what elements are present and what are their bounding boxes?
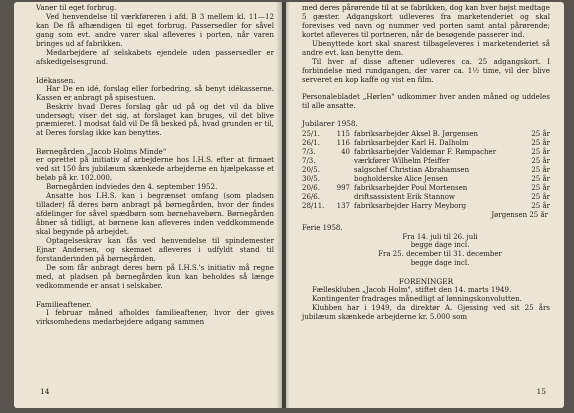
jubilar-years: 25 år <box>531 192 550 201</box>
jubilar-number: 115 <box>336 130 350 139</box>
jubilar-row <box>302 175 550 184</box>
jubilar-name: værkfører Wilhelm Pfeiffer <box>354 157 450 166</box>
jubilar-number <box>328 193 354 202</box>
jubilar-years: 25 år <box>531 175 550 184</box>
jubilar-row <box>302 193 550 202</box>
faelleskluben-paragraph: Fælleskluben „Jacob Holm", stiftet den 14. marts 1949. <box>312 285 512 295</box>
idekassen-paragraph-2: Beskriv hvad Deres forslag går ud på og det vil da blive undersøgt; viser det sig, at forslaget kan bruges, vil det blive præmieret. I modsat fald vil De få besked på, hvad grunden er til, at Deres forslag ikke kan benyttes. <box>36 101 274 138</box>
jubilar-row <box>302 184 550 193</box>
jubilar-years: 25 år <box>531 148 550 157</box>
adgangskort-paragraph: Til hver af disse aftener udleveres ca. 25 adgangskort. I forbindelse med rundgangen, der varer ca. 1½ time, vil der blive serveret en kop kaffe og vist en film. <box>302 56 550 84</box>
jubilar-name: fabriksarbejder Karl H. Dalholm <box>354 139 469 148</box>
jubilar-years: 25 år <box>531 130 550 139</box>
jubilar-years: 25 år <box>531 157 550 166</box>
idekassen-paragraph-1: Har De en idé, forslag eller forbedring, så benyt idékasserne. Kassen er anbragt på spisestuen. <box>36 83 274 102</box>
jubilar-name: salgschef Christian Abrahamsen <box>354 166 470 175</box>
jubilar-extra: Jørgensen 25 år <box>491 210 548 219</box>
jubilar-date: 7/3. <box>302 157 316 166</box>
ferie-period-1-note: begge dage incl. <box>410 241 470 250</box>
jubilar-name: fabriksarbejder Poul Mortensen <box>354 183 468 192</box>
jubilar-number: 116 <box>336 139 350 148</box>
section-familieaftener-heading: Familieaftener. <box>36 299 92 309</box>
section-idekassen-heading: Idékassen. <box>36 75 76 85</box>
section-vaner-heading: Vaner til eget forbrug. <box>36 3 117 12</box>
ferie-period-2: Fra 25. december til 31. december <box>378 250 502 259</box>
klubben-paragraph: Klubben har i 1949, da direktør A. Gjessing ved sit 25 års jubilæum skænkede arbejderne kr. 5.000 som <box>302 303 550 322</box>
jubilar-row <box>302 148 550 157</box>
jubilar-date: 28/11. <box>302 201 325 210</box>
left-page-content <box>36 4 274 327</box>
jubilar-number: 40 <box>341 148 350 157</box>
jubilar-number <box>328 157 354 166</box>
bornegarden-paragraph-1: er oprettet på initiativ af arbejderne hos I.H.S. efter at firmaet ved sit 150 års jubilæum skænkede arbejderne en hjælpekasse et beløb på kr. 102.000. <box>36 155 274 183</box>
jubilar-years: 25 år <box>531 201 550 210</box>
section-jubilarer-heading: Jubilarer 1958. <box>302 119 358 129</box>
passersedler-paragraph: Medarbejdere af selskabets ejendele uden passersedler er afskedigelsesgrund. <box>36 47 274 66</box>
jubilar-date: 20/5. <box>302 166 320 175</box>
jubilar-row <box>302 130 550 139</box>
bornegarden-paragraph-5: De som får anbragt deres børn på I.H.S.'s initiativ må regne med, at pladsen på børnegården kun kan beholdes så længe vedkommende er ansat i selskaber. <box>36 262 274 290</box>
ferie-period-1: Fra 14. juli til 26. juli <box>402 232 478 241</box>
bornegarden-paragraph-3: Ansatte hos I.H.S. kan i begrænset omfang (som pladsen tillader) få deres børn anbragt på børnegården, hvor der findes afdelinger for såvel spædbørn som børnehavebørn. Børnegården åbner så tidligt, at børnene kan afleveres inden veddkommende skal begynde på arbejdet. <box>36 191 274 237</box>
jubilar-date: 25/1. <box>302 130 320 139</box>
familieaftener-paragraph: I februar måned afholdes familieaftener, hvor der gives virksomhedens medarbejdere adgang sammen <box>36 307 274 326</box>
jubilar-name: bogholderske Alice Jensen <box>354 175 448 184</box>
jubilar-years: 25 år <box>531 139 550 148</box>
section-foreninger-heading: FORENINGER <box>398 277 454 287</box>
jubilarer-list <box>302 130 550 210</box>
jubilar-number <box>328 175 354 184</box>
jubilar-date: 20/6. <box>302 183 320 192</box>
kontingent-paragraph: Kontingenter fradrages månedligt af lønningskonvolutten. <box>312 294 522 304</box>
ubenyttede-kort-paragraph: Ubenyttede kort skal snarest tilbageleveres i marketenderiet så andre evt. kan benytte dem. <box>302 38 550 57</box>
page-number-right: 15 <box>536 387 546 396</box>
section-ferie-heading: Ferie 1958. <box>302 223 343 232</box>
jubilar-date: 30/5. <box>302 175 320 184</box>
jubilar-name: fabriksarbejder Aksel B. Jørgensen <box>354 130 479 139</box>
jubilar-extra-row <box>302 211 550 220</box>
jubilar-date: 7/3. <box>302 148 316 157</box>
ferie-period-2-note: begge dage incl. <box>410 259 470 268</box>
jubilar-number: 997 <box>336 183 350 192</box>
book-gutter <box>276 2 290 408</box>
jubilar-years: 25 år <box>531 166 550 175</box>
vaner-paragraph: Ved henvendelse til værkføreren i afd. B 3 mellem kl. 11—12 kan De få afhændigen til eget forbrug. Passersedler for såvel gang som evt. andre varer skal afleveres i porten, når varen bringes ud af fabrikken. <box>36 11 274 48</box>
jubilar-row <box>302 139 550 148</box>
page-number-left: 14 <box>40 387 50 396</box>
familieaftener-continued-paragraph: med deres pårørende til at se fabrikken, dog kan hver højst medtage 5 gæster. Adgangskort udleveres fra marketenderiet og skal forevises ved navn og nummer ved porten samt antal pårørende; kortet afleveres til portneren, når de besøgende passerer ind. <box>302 3 550 39</box>
jubilar-number <box>328 166 354 175</box>
jubilar-name: driftsassistent Erik Stannow <box>354 192 455 201</box>
jubilar-row <box>302 157 550 166</box>
bornegarden-paragraph-4: Optagelseskrav kan fås ved henvendelse til spindemester Ejnar Andersen, og skemaet afleveres i udfyldt stand til forstanderinden på børnegården. <box>36 235 274 263</box>
left-page <box>14 2 282 408</box>
right-page-content <box>302 4 550 322</box>
jubilar-row <box>302 202 550 211</box>
personalebladet-paragraph: Personalebladet „Hørlen" udkommer hver anden måned og uddeles til alle ansatte. <box>302 91 550 110</box>
jubilar-row <box>302 166 550 175</box>
right-page <box>286 2 564 408</box>
jubilar-date: 26/1. <box>302 139 320 148</box>
jubilar-name: fabriksarbejder Harry Meyborg <box>354 201 467 210</box>
bornegarden-paragraph-2: Børnegården indviedes den 4. september 1952. <box>46 182 218 192</box>
jubilar-number: 137 <box>336 201 350 210</box>
section-bornegarden-heading: Børnegården „Jacob Holms Minde" <box>36 147 167 157</box>
jubilar-name: fabriksarbejder Valdemar F. Rømpacher <box>354 148 497 157</box>
jubilar-years: 25 år <box>531 183 550 192</box>
jubilar-date: 26/6. <box>302 192 320 201</box>
